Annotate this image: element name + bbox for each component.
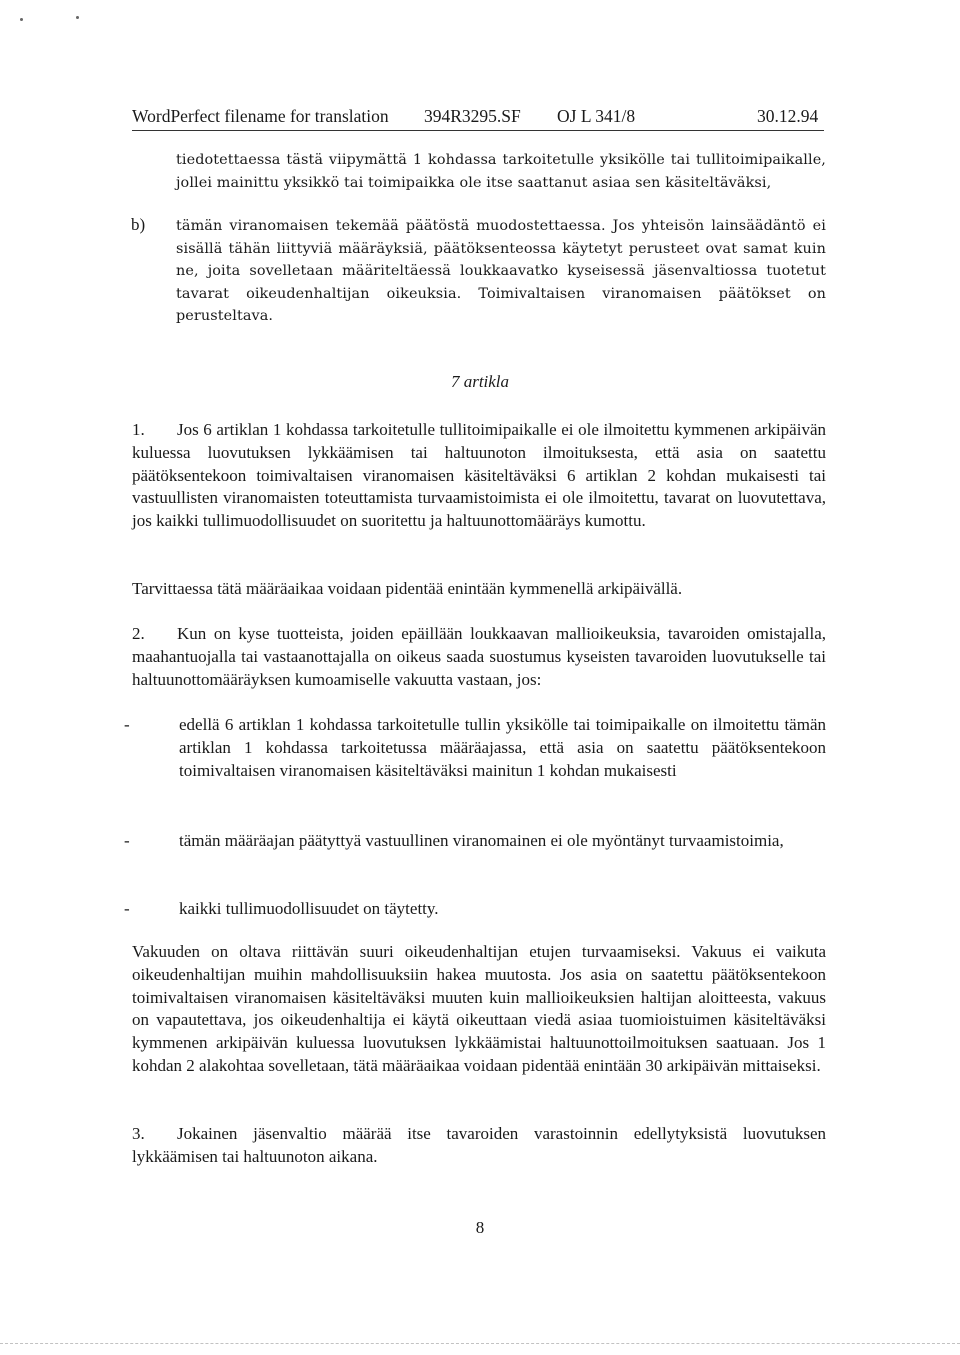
- paragraph-3-text: Jokainen jäsenvaltio määrää itse tavaroiden varastoinnin edellytyksistä luovutuksen lykkäämisen tai haltuunoton aikana.: [132, 1124, 826, 1166]
- scan-speck: [20, 18, 23, 21]
- dash-marker: -: [124, 899, 130, 918]
- paragraph-2-label: 2.: [132, 624, 145, 643]
- header-filename-label: WordPerfect filename for translation: [132, 106, 389, 126]
- item-b-paragraph: tämän viranomaisen tekemää päätöstä muodostettaessa. Jos yhteisön lainsäädäntö ei sisällä tähän liittyviä määräyksiä, päätöksenteossa käytetyt perusteet ovat samat kuin ne, joita sovelletaan määriteltäessä loukkaavatko kyseisessä jäsenvaltiossa tuotetut tavarat oikeudenhaltijan oikeuksia. Toimivaltaisen viranomaisen päätökset on perusteltava.: [176, 218, 826, 324]
- dash-item: edellä 6 artiklan 1 kohdassa tarkoitetulle tullin yksikölle tai toimipaikalle on ilmoitettu tämän artiklan 1 kohdassa tarkoitetussa määräajassa, että asia on saatettu päätöksentekoon toimivaltaisen viranomaisen käsiteltäväksi mainitun 1 kohdan mukaisesti: [179, 715, 826, 780]
- page-number: 8: [475, 1218, 485, 1237]
- header-document-id: 394R3295.SF: [424, 106, 521, 126]
- paragraph-1-extension: Tarvittaessa tätä määräaikaa voidaan pidentää enintään kymmenellä arkipäivällä.: [132, 579, 683, 598]
- header-date: 30.12.94: [757, 106, 819, 126]
- paragraph-3-label: 3.: [132, 1124, 145, 1143]
- dash-marker: -: [124, 831, 130, 850]
- security-paragraph: Vakuuden on oltava riittävän suuri oikeudenhaltijan etujen turvaamiseksi. Vakuus ei vaikuta oikeudenhaltijan muihin mahdollisuuksiin hakea muutosta. Jos asia on saatettu päätöksentekoon toimivaltaisen viranomaisen käsiteltäväksi muuten kuin mallioikeuksien haltijan aloitteesta, vakuus on vapautettava, jos oikeudenhaltija ei käytä oikeuttaan viedä asiaa tuomioistuimen käsiteltäväksi kymmenen arkipäivän kuluessa luovutuksen lykkäämistai haltuunottoilmoituksen saatuaan. Jos 1 kohdan 2 alakohtaa sovelletaan, tätä määräaikaa voidaan pidentää enintään 30 arkipäivän mittaiseksi.: [132, 942, 826, 1075]
- scan-edge-line: [0, 1343, 960, 1344]
- dash-marker: -: [124, 715, 130, 734]
- article-heading: 7 artikla: [450, 372, 510, 391]
- scan-speck: [76, 16, 79, 19]
- dash-item: tämän määräajan päätyttyä vastuullinen viranomainen ei ole myöntänyt turvaamistoimia,: [179, 831, 784, 850]
- header-oj-reference: OJ L 341/8: [557, 106, 636, 126]
- paragraph-1-label: 1.: [132, 420, 145, 439]
- item-b-label: b): [131, 215, 146, 234]
- continuation-paragraph: tiedotettaessa tästä viipymättä 1 kohdassa tarkoitetulle yksikölle tai tullitoimipaikalle, jollei mainittu yksikkö tai toimipaikka ole itse saattanut asiaa sen käsiteltäväksi,: [176, 152, 826, 191]
- dash-item: kaikki tullimuodollisuudet on täytetty.: [179, 899, 439, 918]
- paragraph-1-text: Jos 6 artiklan 1 kohdassa tarkoitetulle tullitoimipaikalle ei ole ilmoitettu kymmenen arkipäivän kuluessa luovutuksen lykkäämisen tai haltuunoton ilmoituksesta, että asia on saatettu päätöksentekoon toimivaltaisen viranomaisen käsiteltäväksi 6 artiklan 2 kohdan mukaisesti tai vastuullisten viranomaisten toteuttamista turvaamistoimista ei ole ilmoitettu, tavarat on luovutettava, jos kaikki tullimuodollisuudet on suoritettu ja haltuunottomääräys kumottu.: [132, 420, 826, 531]
- header-rule: [132, 130, 824, 131]
- paragraph-2-text: Kun on kyse tuotteista, joiden epäillään loukkaavan mallioikeuksia, tavaroiden omistajalla, maahantuojalla tai vastaanottajalla on oikeus saada suostumus kyseisten tavaroiden luovutukselle tai haltuunottomääräyksen kumoamiselle vakuutta vastaan, jos:: [132, 624, 826, 689]
